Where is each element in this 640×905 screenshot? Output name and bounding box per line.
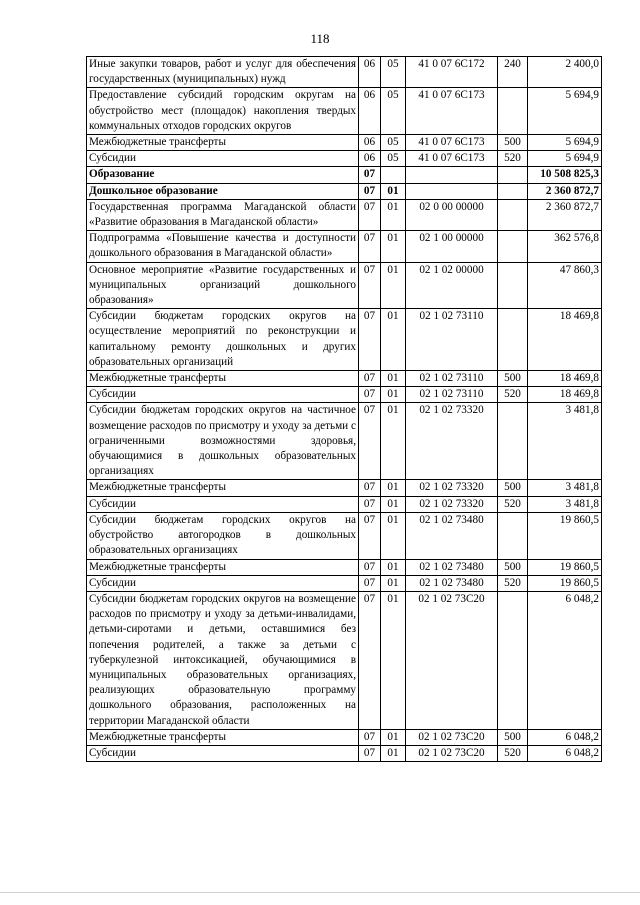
- table-row: [87, 309, 602, 371]
- expense-type-cell: [498, 591, 528, 729]
- section-code-cell: 07: [359, 745, 381, 761]
- subsection-code-cell: 01: [381, 309, 406, 371]
- name-cell: Иные закупки товаров, работ и услуг для обеспечения государственных (муниципальных) нужд: [87, 57, 359, 88]
- subsection-code-cell: 01: [381, 591, 406, 729]
- amount-cell: 19 860,5: [528, 575, 602, 591]
- name-cell: Субсидии бюджетам городских округов на возмещение расходов по присмотру и уходу за детьми-инвалидами, детьми-сиротами и детьми, оставшимися без попечения родителей, а также за детьми с туберкулезной интоксикацией, обучающимися в муниципальных образовательных организациях, реализующих образовательную программу дошкольного образования, расположенных на территории Магаданской области: [87, 591, 359, 729]
- name-cell: Государственная программа Магаданской области «Развитие образования в Магаданской области»: [87, 199, 359, 230]
- expense-type-cell: 520: [498, 745, 528, 761]
- target-article-cell: 02 1 02 73110: [406, 309, 498, 371]
- expense-type-cell: [498, 183, 528, 199]
- subsection-code-cell: 01: [381, 729, 406, 745]
- target-article-cell: 02 1 02 73480: [406, 575, 498, 591]
- table-row: [87, 199, 602, 230]
- expense-type-cell: 500: [498, 480, 528, 496]
- section-code-cell: 07: [359, 309, 381, 371]
- name-cell: Межбюджетные трансферты: [87, 480, 359, 496]
- section-code-cell: 07: [359, 575, 381, 591]
- subsection-code-cell: 01: [381, 559, 406, 575]
- table-row: [87, 729, 602, 745]
- section-code-cell: 07: [359, 591, 381, 729]
- name-cell: Предоставление субсидий городским округам на обустройство мест (площадок) накопления твердых коммунальных отходов городских округов: [87, 88, 359, 135]
- table-row: [87, 496, 602, 512]
- budget-table: [86, 56, 602, 762]
- amount-cell: 2 360 872,7: [528, 183, 602, 199]
- table-row: [87, 167, 602, 183]
- target-article-cell: 02 1 02 73С20: [406, 591, 498, 729]
- section-code-cell: 07: [359, 262, 381, 309]
- subsection-code-cell: 05: [381, 135, 406, 151]
- subsection-code-cell: 01: [381, 575, 406, 591]
- table-row: [87, 403, 602, 480]
- target-article-cell: 02 1 00 00000: [406, 231, 498, 262]
- section-code-cell: 07: [359, 512, 381, 559]
- expense-type-cell: 500: [498, 559, 528, 575]
- table-row: [87, 591, 602, 729]
- subsection-code-cell: 01: [381, 512, 406, 559]
- section-code-cell: 07: [359, 183, 381, 199]
- target-article-cell: 02 1 02 73С20: [406, 729, 498, 745]
- amount-cell: 6 048,2: [528, 729, 602, 745]
- table-row: [87, 559, 602, 575]
- name-cell: Субсидии: [87, 575, 359, 591]
- target-article-cell: 02 1 02 73480: [406, 512, 498, 559]
- table-row: [87, 512, 602, 559]
- section-code-cell: 07: [359, 559, 381, 575]
- name-cell: Межбюджетные трансферты: [87, 729, 359, 745]
- section-code-cell: 07: [359, 496, 381, 512]
- name-cell: Дошкольное образование: [87, 183, 359, 199]
- section-code-cell: 07: [359, 387, 381, 403]
- amount-cell: 19 860,5: [528, 512, 602, 559]
- section-code-cell: 06: [359, 57, 381, 88]
- expense-type-cell: [498, 512, 528, 559]
- amount-cell: 10 508 825,3: [528, 167, 602, 183]
- table-row: [87, 387, 602, 403]
- target-article-cell: 02 1 02 00000: [406, 262, 498, 309]
- subsection-code-cell: 01: [381, 403, 406, 480]
- section-code-cell: 06: [359, 88, 381, 135]
- subsection-code-cell: 05: [381, 57, 406, 88]
- expense-type-cell: 500: [498, 729, 528, 745]
- target-article-cell: 41 0 07 6С173: [406, 135, 498, 151]
- amount-cell: 2 360 872,7: [528, 199, 602, 230]
- subsection-code-cell: 01: [381, 371, 406, 387]
- section-code-cell: 07: [359, 231, 381, 262]
- amount-cell: 47 860,3: [528, 262, 602, 309]
- expense-type-cell: [498, 309, 528, 371]
- table-row: [87, 231, 602, 262]
- target-article-cell: 02 0 00 00000: [406, 199, 498, 230]
- amount-cell: 5 694,9: [528, 151, 602, 167]
- amount-cell: 6 048,2: [528, 591, 602, 729]
- name-cell: Субсидии бюджетам городских округов на осуществление мероприятий по реконструкции и капитальному ремонту дошкольных и других образовательных организаций: [87, 309, 359, 371]
- target-article-cell: 02 1 02 73110: [406, 387, 498, 403]
- target-article-cell: [406, 167, 498, 183]
- amount-cell: 18 469,8: [528, 387, 602, 403]
- table-row: [87, 88, 602, 135]
- table-row: [87, 745, 602, 761]
- expense-type-cell: 240: [498, 57, 528, 88]
- section-code-cell: 06: [359, 135, 381, 151]
- target-article-cell: 02 1 02 73480: [406, 559, 498, 575]
- target-article-cell: 02 1 02 73С20: [406, 745, 498, 761]
- name-cell: Межбюджетные трансферты: [87, 371, 359, 387]
- amount-cell: 5 694,9: [528, 135, 602, 151]
- subsection-code-cell: 01: [381, 231, 406, 262]
- expense-type-cell: 520: [498, 387, 528, 403]
- section-code-cell: 07: [359, 480, 381, 496]
- name-cell: Межбюджетные трансферты: [87, 559, 359, 575]
- amount-cell: 362 576,8: [528, 231, 602, 262]
- subsection-code-cell: 01: [381, 496, 406, 512]
- expense-type-cell: 520: [498, 575, 528, 591]
- target-article-cell: 02 1 02 73320: [406, 403, 498, 480]
- target-article-cell: 41 0 07 6С173: [406, 88, 498, 135]
- table-row: [87, 371, 602, 387]
- section-code-cell: 07: [359, 371, 381, 387]
- name-cell: Образование: [87, 167, 359, 183]
- table-row: [87, 57, 602, 88]
- amount-cell: 3 481,8: [528, 403, 602, 480]
- target-article-cell: 02 1 02 73320: [406, 496, 498, 512]
- expense-type-cell: [498, 231, 528, 262]
- subsection-code-cell: 05: [381, 88, 406, 135]
- section-code-cell: 07: [359, 199, 381, 230]
- page-edge-rule: [0, 892, 640, 893]
- page-number: 118: [310, 31, 330, 46]
- amount-cell: 19 860,5: [528, 559, 602, 575]
- name-cell: Субсидии бюджетам городских округов на частичное возмещение расходов по присмотру и уходу за детьми с ограниченными возможностями здоровья, обучающимися в дошкольных образовательных организациях: [87, 403, 359, 480]
- table-row: [87, 575, 602, 591]
- subsection-code-cell: 01: [381, 183, 406, 199]
- expense-type-cell: 500: [498, 371, 528, 387]
- name-cell: Подпрограмма «Повышение качества и доступности дошкольного образования в Магаданской области»: [87, 231, 359, 262]
- name-cell: Субсидии: [87, 745, 359, 761]
- amount-cell: 5 694,9: [528, 88, 602, 135]
- target-article-cell: 02 1 02 73320: [406, 480, 498, 496]
- section-code-cell: 07: [359, 403, 381, 480]
- subsection-code-cell: 01: [381, 199, 406, 230]
- name-cell: Субсидии: [87, 387, 359, 403]
- amount-cell: 3 481,8: [528, 480, 602, 496]
- table-row: [87, 480, 602, 496]
- table-row: [87, 183, 602, 199]
- table-row: [87, 135, 602, 151]
- table-row: [87, 262, 602, 309]
- target-article-cell: [406, 183, 498, 199]
- expense-type-cell: [498, 403, 528, 480]
- expense-type-cell: 520: [498, 496, 528, 512]
- target-article-cell: 02 1 02 73110: [406, 371, 498, 387]
- table-row: [87, 151, 602, 167]
- expense-type-cell: [498, 88, 528, 135]
- subsection-code-cell: 01: [381, 745, 406, 761]
- subsection-code-cell: 01: [381, 262, 406, 309]
- expense-type-cell: 520: [498, 151, 528, 167]
- subsection-code-cell: 01: [381, 480, 406, 496]
- name-cell: Субсидии: [87, 496, 359, 512]
- subsection-code-cell: [381, 167, 406, 183]
- name-cell: Основное мероприятие «Развитие государственных и муниципальных организаций дошкольного образования»: [87, 262, 359, 309]
- amount-cell: 18 469,8: [528, 371, 602, 387]
- amount-cell: 3 481,8: [528, 496, 602, 512]
- target-article-cell: 41 0 07 6С173: [406, 151, 498, 167]
- section-code-cell: 07: [359, 167, 381, 183]
- section-code-cell: 07: [359, 729, 381, 745]
- section-code-cell: 06: [359, 151, 381, 167]
- amount-cell: 2 400,0: [528, 57, 602, 88]
- amount-cell: 18 469,8: [528, 309, 602, 371]
- name-cell: Межбюджетные трансферты: [87, 135, 359, 151]
- expense-type-cell: [498, 262, 528, 309]
- expense-type-cell: [498, 199, 528, 230]
- target-article-cell: 41 0 07 6С172: [406, 57, 498, 88]
- subsection-code-cell: 01: [381, 387, 406, 403]
- subsection-code-cell: 05: [381, 151, 406, 167]
- expense-type-cell: [498, 167, 528, 183]
- name-cell: Субсидии бюджетам городских округов на обустройство автогородков в дошкольных образовательных организациях: [87, 512, 359, 559]
- amount-cell: 6 048,2: [528, 745, 602, 761]
- name-cell: Субсидии: [87, 151, 359, 167]
- expense-type-cell: 500: [498, 135, 528, 151]
